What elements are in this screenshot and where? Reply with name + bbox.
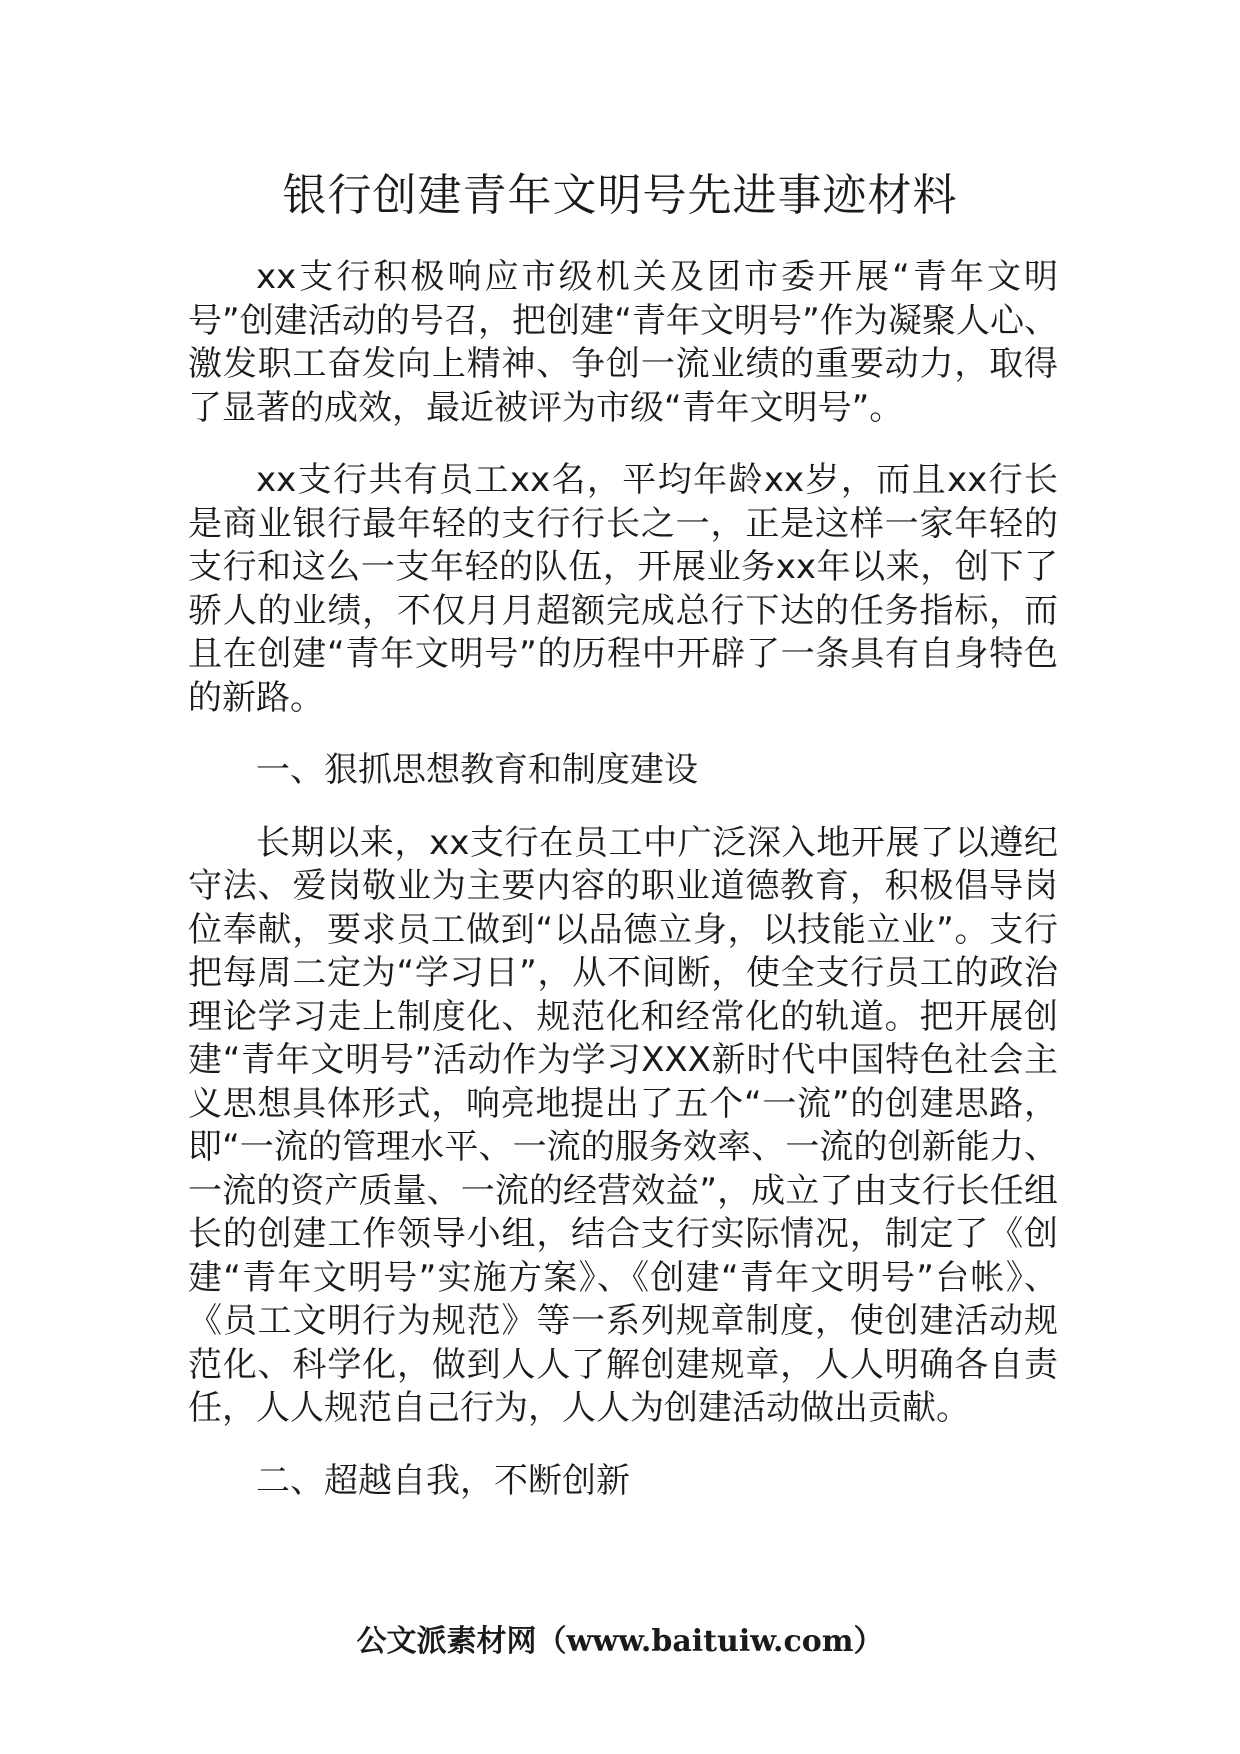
paragraph-staff: xx支行共有员工xx名，平均年龄xx岁，而且xx行长是商业银行最年轻的支行行长之一，正是这样一家年轻的支行和这么一支年轻的队伍，开展业务xx年以来，创下了骄人的业绩，不仅月月超额完成总行下达的任务指标，而且在创建“青年文明号”的历程中开辟了一条具有自身特色的新路。 bbox=[188, 460, 1058, 718]
section-heading-1: 一、狠抓思想教育和制度建设 bbox=[256, 750, 698, 790]
paragraph-section-1: 长期以来，xx支行在员工中广泛深入地开展了以遵纪守法、爱岗敬业为主要内容的职业道德教育，积极倡导岗位奉献，要求员工做到“以品德立身，以技能立业”。支行把每周二定为“学习日”，从不间断，使全支行员工的政治理论学习走上制度化、规范化和经常化的轨道。把开展创建“青年文明号”活动作为学习XXX新时代中国特色社会主义思想具体形式，响亮地提出了五个“一流”的创建思路，即“一流的管理水平、一流的服务效率、一流的创新能力、一流的资产质量、一流的经营效益”，成立了由支行长任组长的创建工作领导小组，结合支行实际情况，制定了《创建“青年文明号”实施方案》、《创建“青年文明号”台帐》、《员工文明行为规范》等一系列规章制度，使创建活动规范化、科学化，做到人人了解创建规章，人人明确各自责任，人人规范自己行为，人人为创建活动做出贡献。 bbox=[188, 822, 1058, 1428]
paragraph-intro: xx支行积极响应市级机关及团市委开展“青年文明号”创建活动的号召，把创建“青年文明号”作为凝聚人心、激发职工奋发向上精神、争创一流业绩的重要动力，取得了显著的成效，最近被评为市级“青年文明号”。 bbox=[188, 257, 1058, 428]
section-heading-2: 二、超越自我，不断创新 bbox=[256, 1460, 630, 1501]
document-title: 银行创建青年文明号先进事迹材料 bbox=[282, 170, 958, 221]
document-body bbox=[188, 256, 1058, 1532]
footer-watermark: 公文派素材网（www.baituiw.com） bbox=[356, 1624, 884, 1659]
